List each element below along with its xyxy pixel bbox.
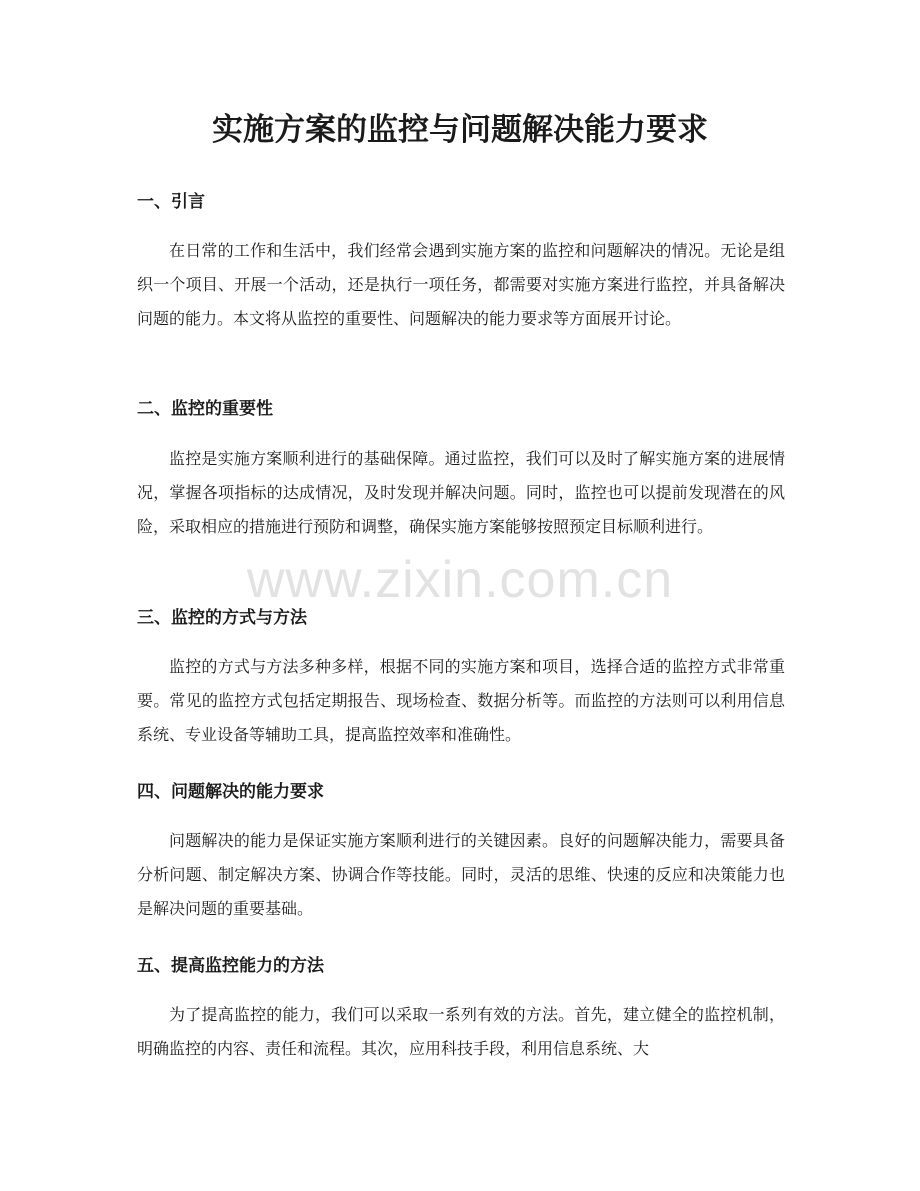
section-paragraph-introduction: 在日常的工作和生活中，我们经常会遇到实施方案的监控和问题解决的情况。无论是组织一个项目、开展一个活动，还是执行一项任务，都需要对实施方案进行监控，并具备解决问题的能力。本文将从监控的重要性、问题解决的能力要求等方面展开讨论。: [137, 241, 785, 328]
section-paragraph-importance: 监控是实施方案顺利进行的基础保障。通过监控，我们可以及时了解实施方案的进展情况，掌握各项指标的达成情况，及时发现并解决问题。同时，监控也可以提前发现潜在的风险，采取相应的措施进行预防和调整，确保实施方案能够按照预定目标顺利进行。: [137, 449, 785, 536]
section-heading-methods: 三、监控的方式与方法: [137, 608, 307, 628]
section-heading-importance: 二、监控的重要性: [137, 399, 273, 419]
section-heading-introduction: 一、引言: [137, 192, 205, 212]
watermark: www.zixin.com.cn: [246, 551, 674, 609]
section-paragraph-methods: 监控的方式与方法多种多样，根据不同的实施方案和项目，选择合适的监控方式非常重要。常见的监控方式包括定期报告、现场检查、数据分析等。而监控的方法则可以利用信息系统、专业设备等辅助工具，提高监控效率和准确性。: [137, 657, 785, 744]
document-title: 实施方案的监控与问题解决能力要求: [212, 112, 708, 148]
section-heading-problem-solving: 四、问题解决的能力要求: [137, 782, 324, 802]
section-paragraph-improve-monitoring: 为了提高监控的能力，我们可以采取一系列有效的方法。首先，建立健全的监控机制，明确监控的内容、责任和流程。其次，应用科技手段，利用信息系统、大: [137, 1005, 785, 1058]
section-heading-improve-monitoring: 五、提高监控能力的方法: [137, 956, 324, 976]
section-paragraph-problem-solving: 问题解决的能力是保证实施方案顺利进行的关键因素。良好的问题解决能力，需要具备分析问题、制定解决方案、协调合作等技能。同时，灵活的思维、快速的反应和决策能力也是解决问题的重要基础。: [137, 831, 785, 918]
